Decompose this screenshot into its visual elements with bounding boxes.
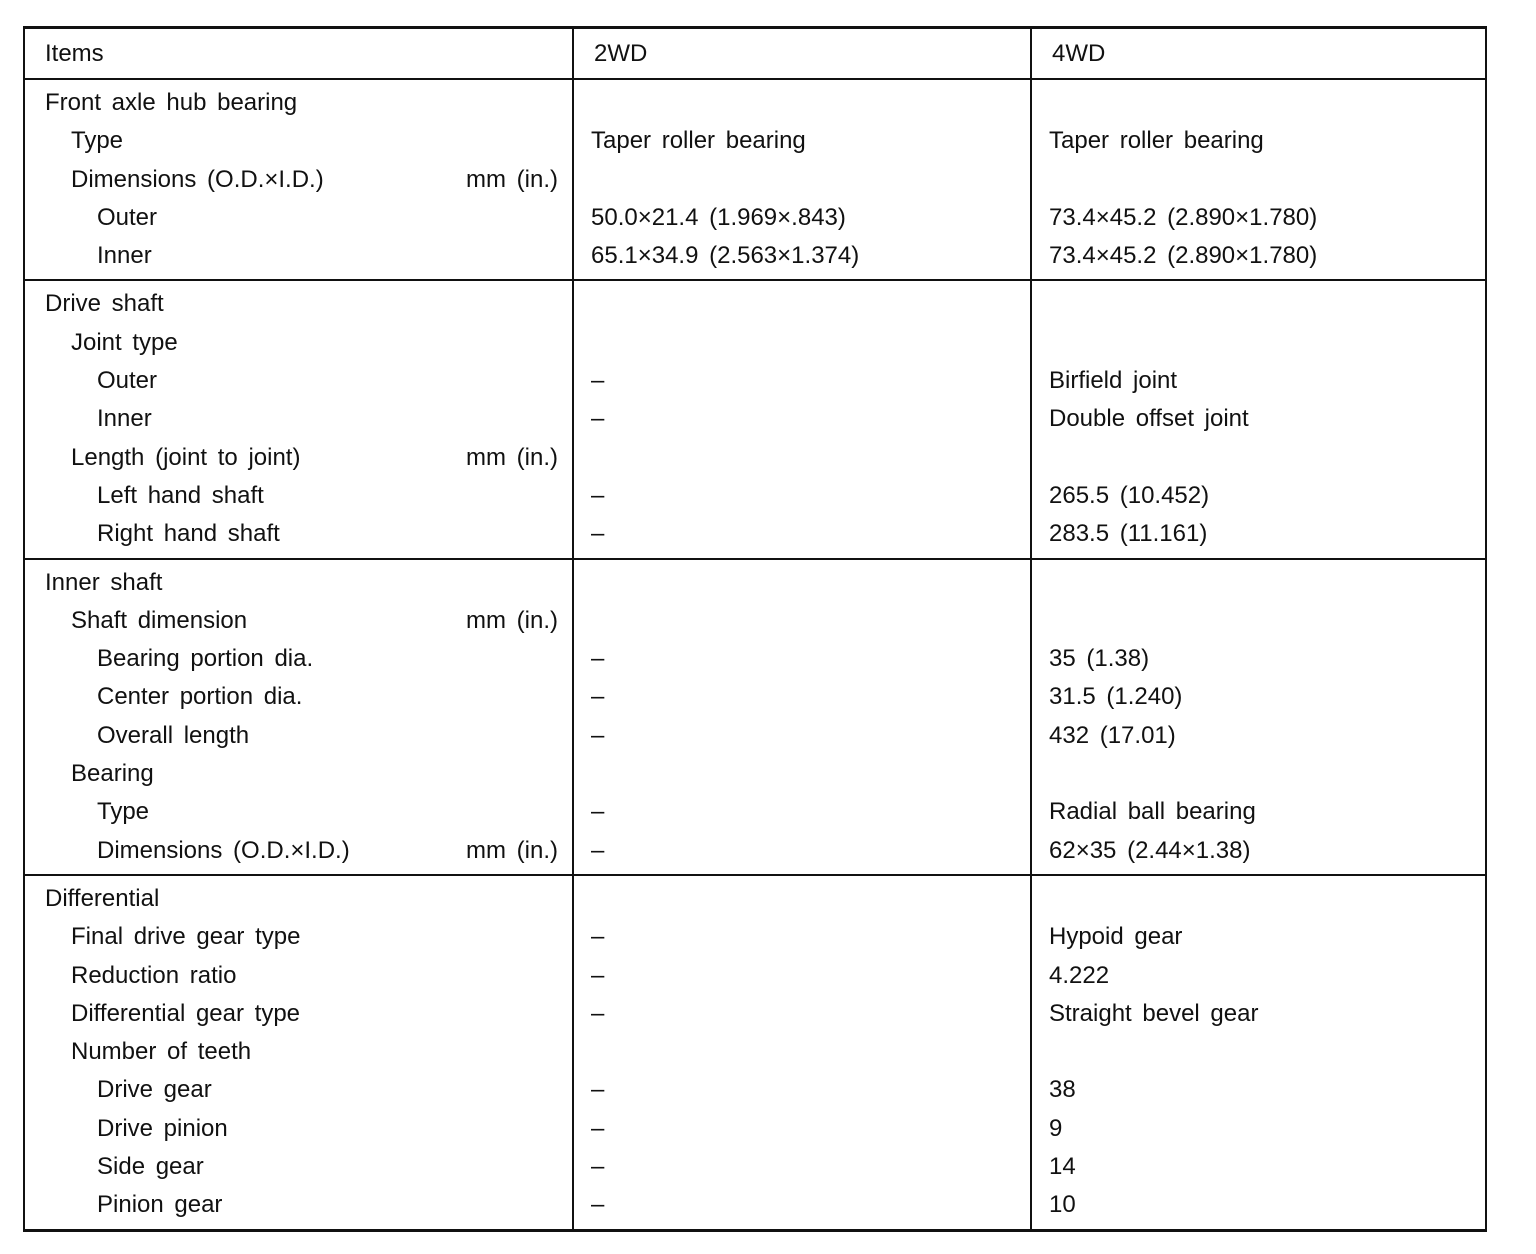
item-label: Differential gear type xyxy=(71,999,301,1027)
value-4wd: 73.4×45.2 (2.890×1.780) xyxy=(1031,199,1486,237)
item-cell xyxy=(24,1110,573,1148)
value-4wd: 283.5 (11.161) xyxy=(1031,515,1486,558)
value-4wd: 432 (17.01) xyxy=(1031,717,1486,755)
value-2wd xyxy=(573,439,1031,477)
table-row xyxy=(24,995,1486,1033)
value-4wd: 31.5 (1.240) xyxy=(1031,678,1486,716)
item-label: Shaft dimension xyxy=(71,606,248,634)
item-cell xyxy=(24,477,573,515)
item-label: Left hand shaft xyxy=(97,481,264,509)
table-row xyxy=(24,1033,1486,1071)
spec-table xyxy=(23,26,1487,1232)
value-2wd xyxy=(573,161,1031,199)
item-cell xyxy=(24,995,573,1033)
table-row xyxy=(24,280,1486,323)
table-row xyxy=(24,1110,1486,1148)
item-label: Joint type xyxy=(71,328,178,356)
item-label: Reduction ratio xyxy=(71,961,237,989)
value-4wd: 9 xyxy=(1031,1110,1486,1148)
value-4wd: 38 xyxy=(1031,1071,1486,1109)
item-label: Outer xyxy=(97,203,158,231)
item-label: Overall length xyxy=(97,721,250,749)
value-4wd: 4.222 xyxy=(1031,957,1486,995)
item-label: Inner xyxy=(97,405,152,433)
item-label: Inner xyxy=(97,242,152,270)
value-4wd xyxy=(1031,875,1486,918)
item-cell xyxy=(24,918,573,956)
value-2wd xyxy=(573,875,1031,918)
value-2wd: – xyxy=(573,918,1031,956)
value-2wd xyxy=(573,559,1031,602)
item-cell xyxy=(24,755,573,793)
unit-label: mm (in.) xyxy=(466,165,558,193)
value-2wd xyxy=(573,79,1031,122)
section-differential xyxy=(24,875,1486,1230)
item-label: Drive gear xyxy=(97,1076,212,1104)
value-2wd: – xyxy=(573,477,1031,515)
item-label: Center portion dia. xyxy=(97,683,303,711)
value-4wd xyxy=(1031,324,1486,362)
header-4wd: 4WD xyxy=(1031,28,1486,80)
value-4wd: Radial ball bearing xyxy=(1031,793,1486,831)
item-label: Drive pinion xyxy=(97,1114,228,1142)
table-row xyxy=(24,400,1486,438)
section-drive-shaft xyxy=(24,280,1486,558)
value-2wd: 65.1×34.9 (2.563×1.374) xyxy=(573,237,1031,280)
table-row xyxy=(24,1071,1486,1109)
value-4wd xyxy=(1031,79,1486,122)
section-inner-shaft xyxy=(24,559,1486,875)
item-cell xyxy=(24,640,573,678)
value-2wd: – xyxy=(573,400,1031,438)
value-4wd xyxy=(1031,559,1486,602)
table-row xyxy=(24,362,1486,400)
value-2wd xyxy=(573,602,1031,640)
table-row xyxy=(24,199,1486,237)
item-cell xyxy=(24,957,573,995)
item-label: Length (joint to joint) xyxy=(71,443,301,471)
value-2wd: 50.0×21.4 (1.969×.843) xyxy=(573,199,1031,237)
value-2wd: – xyxy=(573,1186,1031,1230)
table-row xyxy=(24,161,1486,199)
unit-label: mm (in.) xyxy=(466,836,558,864)
value-2wd xyxy=(573,324,1031,362)
table-row xyxy=(24,515,1486,558)
table-row xyxy=(24,793,1486,831)
item-cell xyxy=(24,439,573,477)
item-label: Right hand shaft xyxy=(97,520,280,548)
value-4wd: 35 (1.38) xyxy=(1031,640,1486,678)
item-cell xyxy=(24,324,573,362)
item-label: Side gear xyxy=(97,1153,204,1181)
value-2wd: – xyxy=(573,1148,1031,1186)
item-cell xyxy=(24,161,573,199)
table-row xyxy=(24,559,1486,602)
value-2wd: – xyxy=(573,957,1031,995)
value-2wd: – xyxy=(573,995,1031,1033)
item-cell xyxy=(24,602,573,640)
item-cell xyxy=(24,1148,573,1186)
value-2wd: – xyxy=(573,515,1031,558)
table-row xyxy=(24,1148,1486,1186)
item-label: Outer xyxy=(97,367,158,395)
value-2wd: – xyxy=(573,793,1031,831)
table-row xyxy=(24,832,1486,875)
value-4wd: 10 xyxy=(1031,1186,1486,1230)
item-cell xyxy=(24,1071,573,1109)
item-cell xyxy=(24,280,573,323)
value-2wd: – xyxy=(573,1071,1031,1109)
item-cell xyxy=(24,559,573,602)
header-2wd: 2WD xyxy=(573,28,1031,80)
value-4wd: 73.4×45.2 (2.890×1.780) xyxy=(1031,237,1486,280)
item-label: Final drive gear type xyxy=(71,923,301,951)
value-2wd: – xyxy=(573,362,1031,400)
value-4wd xyxy=(1031,161,1486,199)
item-label: Bearing xyxy=(71,760,154,788)
table-row xyxy=(24,717,1486,755)
value-2wd: – xyxy=(573,832,1031,875)
item-cell xyxy=(24,122,573,160)
table-row xyxy=(24,122,1486,160)
item-label: Type xyxy=(97,798,150,826)
value-2wd xyxy=(573,755,1031,793)
value-2wd: – xyxy=(573,678,1031,716)
table-row xyxy=(24,477,1486,515)
table-row xyxy=(24,918,1486,956)
table-row xyxy=(24,324,1486,362)
item-cell xyxy=(24,515,573,558)
item-label: Number of teeth xyxy=(71,1038,252,1066)
item-cell xyxy=(24,875,573,918)
value-4wd xyxy=(1031,439,1486,477)
item-cell xyxy=(24,199,573,237)
value-4wd: Hypoid gear xyxy=(1031,918,1486,956)
item-label: Dimensions (O.D.×I.D.) xyxy=(97,836,350,864)
item-cell xyxy=(24,1033,573,1071)
header-items: Items xyxy=(24,28,573,80)
table-row xyxy=(24,439,1486,477)
item-cell xyxy=(24,1186,573,1230)
table-header xyxy=(24,28,1486,80)
item-label: Differential xyxy=(45,884,160,912)
unit-label: mm (in.) xyxy=(466,443,558,471)
value-4wd: Straight bevel gear xyxy=(1031,995,1486,1033)
unit-label: mm (in.) xyxy=(466,606,558,634)
table-row xyxy=(24,957,1486,995)
table-row xyxy=(24,237,1486,280)
value-2wd: Taper roller bearing xyxy=(573,122,1031,160)
value-4wd: Birfield joint xyxy=(1031,362,1486,400)
value-4wd xyxy=(1031,280,1486,323)
value-4wd: 14 xyxy=(1031,1148,1486,1186)
item-cell xyxy=(24,717,573,755)
table-row xyxy=(24,875,1486,918)
value-4wd: 265.5 (10.452) xyxy=(1031,477,1486,515)
section-front-axle-hub-bearing xyxy=(24,79,1486,280)
item-cell xyxy=(24,678,573,716)
table-row xyxy=(24,79,1486,122)
item-label: Type xyxy=(71,127,124,155)
value-2wd: – xyxy=(573,717,1031,755)
item-label: Drive shaft xyxy=(45,290,164,318)
value-4wd: 62×35 (2.44×1.38) xyxy=(1031,832,1486,875)
value-4wd xyxy=(1031,602,1486,640)
item-cell xyxy=(24,362,573,400)
value-2wd xyxy=(573,1033,1031,1071)
value-4wd xyxy=(1031,755,1486,793)
table-row xyxy=(24,602,1486,640)
item-label: Bearing portion dia. xyxy=(97,645,314,673)
table-row xyxy=(24,755,1486,793)
item-label: Dimensions (O.D.×I.D.) xyxy=(71,165,324,193)
item-label: Front axle hub bearing xyxy=(45,89,298,116)
value-2wd: – xyxy=(573,640,1031,678)
item-cell xyxy=(24,793,573,831)
table-row xyxy=(24,678,1486,716)
value-2wd: – xyxy=(573,1110,1031,1148)
value-4wd xyxy=(1031,1033,1486,1071)
value-2wd xyxy=(573,280,1031,323)
table-row xyxy=(24,640,1486,678)
item-label: Pinion gear xyxy=(97,1191,223,1219)
table-row xyxy=(24,1186,1486,1230)
item-cell xyxy=(24,832,573,875)
value-4wd: Taper roller bearing xyxy=(1031,122,1486,160)
value-4wd: Double offset joint xyxy=(1031,400,1486,438)
item-cell xyxy=(24,79,573,122)
item-cell xyxy=(24,400,573,438)
item-label: Inner shaft xyxy=(45,568,163,596)
header-row xyxy=(24,28,1486,80)
item-cell xyxy=(24,237,573,280)
